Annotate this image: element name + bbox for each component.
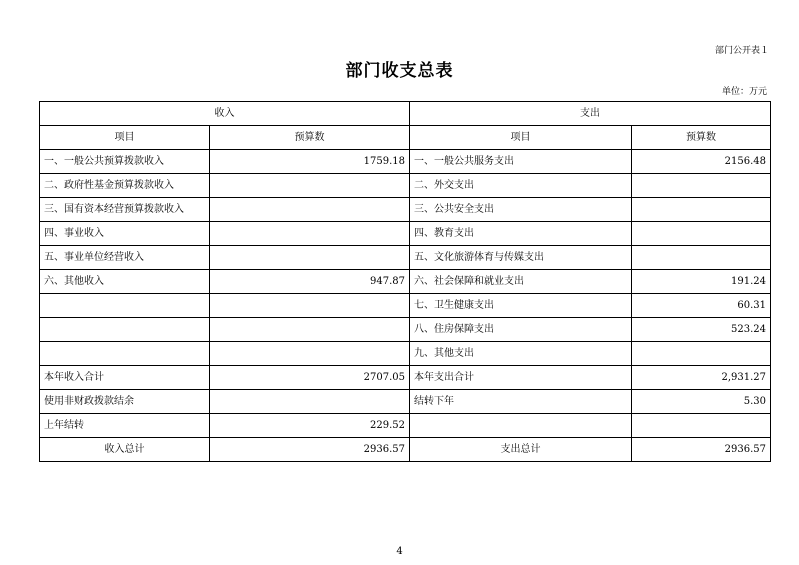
expense-item-cell: 六、社会保障和就业支出 <box>410 270 632 294</box>
table-row <box>40 294 771 318</box>
table-row <box>40 414 771 438</box>
expense-budget-header: 预算数 <box>632 126 771 150</box>
income-value-cell <box>210 174 410 198</box>
income-item-cell: 五、事业单位经营收入 <box>40 246 210 270</box>
page-number: 4 <box>396 546 403 557</box>
expense-item-cell: 四、教育支出 <box>410 222 632 246</box>
income-item-cell: 六、其他收入 <box>40 270 210 294</box>
income-value-cell <box>210 222 410 246</box>
income-value-cell <box>210 342 410 366</box>
expense-total-value: 2936.57 <box>632 438 771 462</box>
expense-value-cell <box>632 246 771 270</box>
table-row <box>40 270 771 294</box>
table-row <box>40 174 771 198</box>
income-value-cell <box>210 390 410 414</box>
income-value-cell <box>210 246 410 270</box>
income-item-header: 项目 <box>40 126 210 150</box>
income-item-cell: 使用非财政拨款结余 <box>40 390 210 414</box>
income-value-cell: 229.52 <box>210 414 410 438</box>
income-item-cell <box>40 318 210 342</box>
table-row <box>40 222 771 246</box>
expense-value-cell: 2156.48 <box>632 150 771 174</box>
expense-item-cell: 二、外交支出 <box>410 174 632 198</box>
expense-value-cell <box>632 414 771 438</box>
expense-value-cell: 523.24 <box>632 318 771 342</box>
expense-value-cell <box>632 198 771 222</box>
expense-value-cell <box>632 342 771 366</box>
table-row <box>40 366 771 390</box>
page-title: 部门收支总表 <box>345 61 454 81</box>
unit-label: 单位：万元 <box>721 87 767 97</box>
income-value-cell: 1759.18 <box>210 150 410 174</box>
income-total-value: 2936.57 <box>210 438 410 462</box>
income-total-label: 收入总计 <box>40 438 210 462</box>
expense-value-cell <box>632 222 771 246</box>
expense-total-label: 支出总计 <box>410 438 632 462</box>
income-item-cell: 二、政府性基金预算拨款收入 <box>40 174 210 198</box>
income-value-cell: 2707.05 <box>210 366 410 390</box>
expense-value-cell: 5.30 <box>632 390 771 414</box>
expense-item-cell: 本年支出合计 <box>410 366 632 390</box>
totals-row <box>40 438 771 462</box>
income-value-cell <box>210 198 410 222</box>
expense-item-cell: 一、一般公共服务支出 <box>410 150 632 174</box>
table-row <box>40 246 771 270</box>
expense-value-cell: 191.24 <box>632 270 771 294</box>
income-item-cell: 三、国有资本经营预算拨款收入 <box>40 198 210 222</box>
income-budget-header: 预算数 <box>210 126 410 150</box>
income-section-header: 收入 <box>40 102 410 126</box>
expense-item-cell: 八、住房保障支出 <box>410 318 632 342</box>
income-item-cell: 一、一般公共预算拨款收入 <box>40 150 210 174</box>
income-item-cell <box>40 294 210 318</box>
table-row <box>40 150 771 174</box>
expense-item-cell: 七、卫生健康支出 <box>410 294 632 318</box>
expense-item-cell: 结转下年 <box>410 390 632 414</box>
expense-section-header: 支出 <box>410 102 771 126</box>
income-item-cell: 上年结转 <box>40 414 210 438</box>
income-value-cell: 947.87 <box>210 270 410 294</box>
income-value-cell <box>210 318 410 342</box>
expense-item-cell: 三、公共安全支出 <box>410 198 632 222</box>
expense-value-cell: 2,931.27 <box>632 366 771 390</box>
income-item-cell <box>40 342 210 366</box>
income-value-cell <box>210 294 410 318</box>
expense-item-header: 项目 <box>410 126 632 150</box>
column-header-row <box>40 126 771 150</box>
income-item-cell: 本年收入合计 <box>40 366 210 390</box>
table-row <box>40 318 771 342</box>
expense-value-cell: 60.31 <box>632 294 771 318</box>
expense-item-cell <box>410 414 632 438</box>
section-header-row <box>40 102 771 126</box>
table-row <box>40 342 771 366</box>
income-item-cell: 四、事业收入 <box>40 222 210 246</box>
table-row <box>40 390 771 414</box>
table-row <box>40 198 771 222</box>
budget-table <box>39 101 771 462</box>
expense-item-cell: 五、文化旅游体育与传媒支出 <box>410 246 632 270</box>
document-label: 部门公开表１ <box>714 46 769 56</box>
expense-value-cell <box>632 174 771 198</box>
expense-item-cell: 九、其他支出 <box>410 342 632 366</box>
